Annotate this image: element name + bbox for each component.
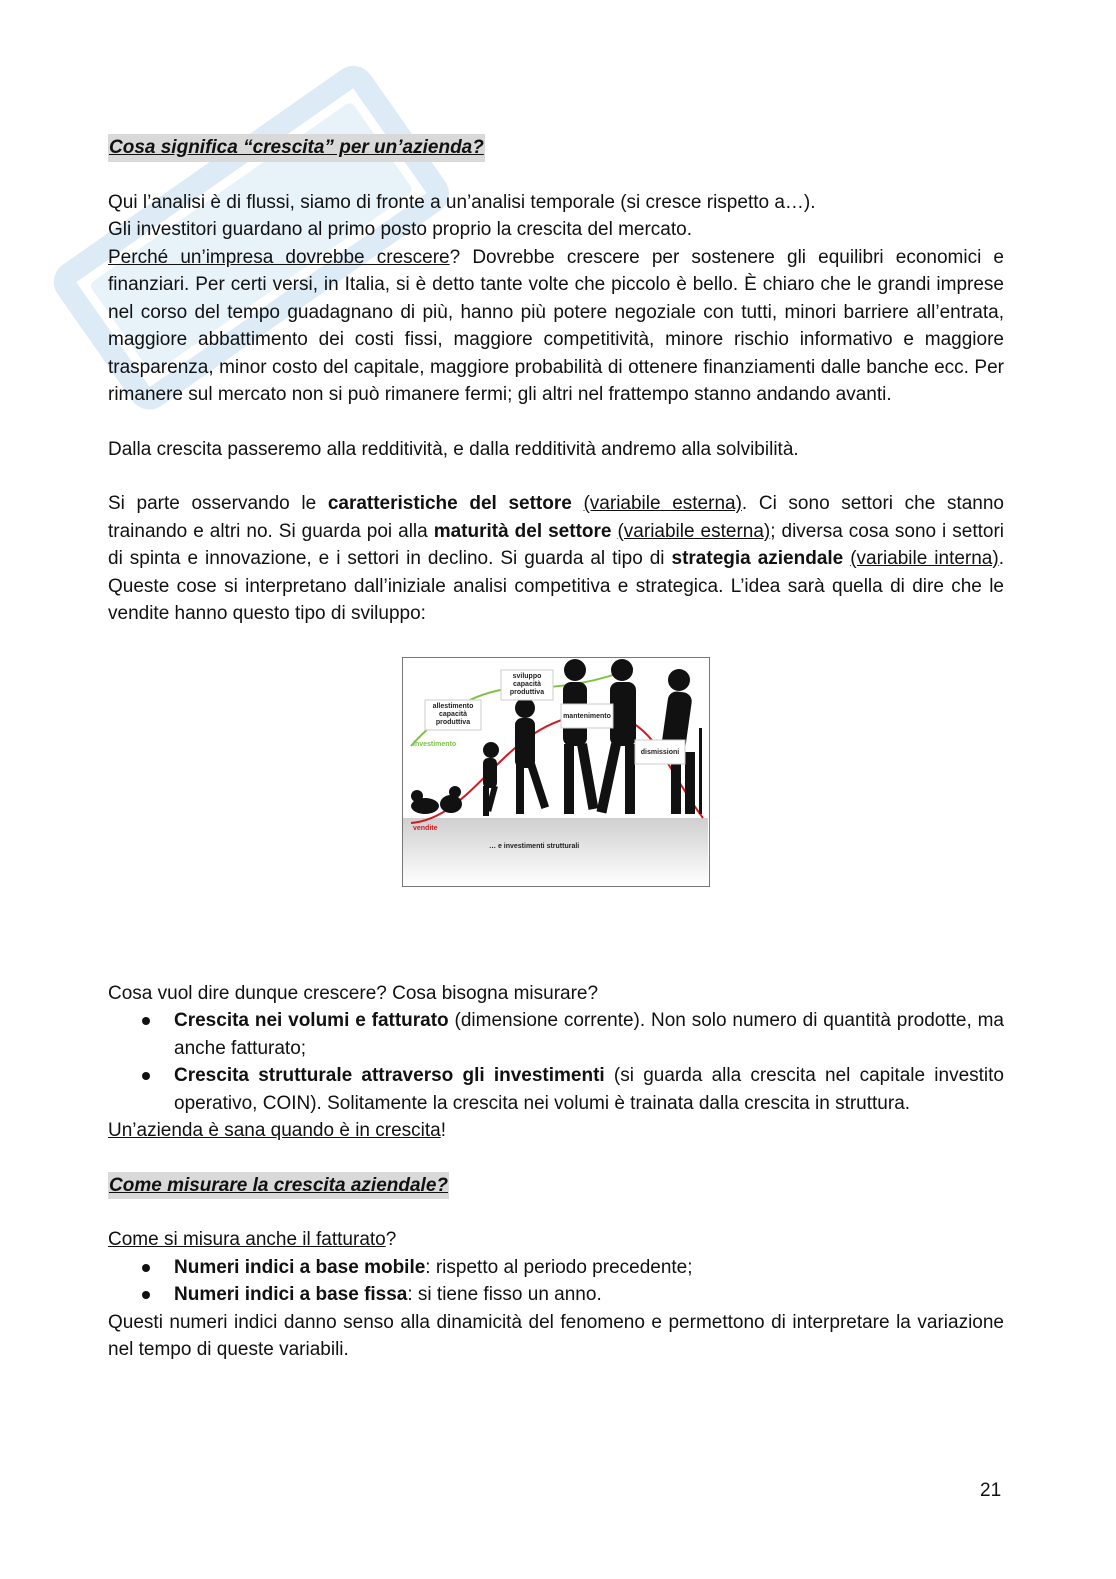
growth-measures-list <box>108 1007 1004 1117</box>
svg-text:capacità: capacità <box>512 680 542 688</box>
floor-reflection <box>403 818 708 885</box>
svg-text:capacità: capacità <box>438 710 468 718</box>
label-investimento: investimento <box>413 740 457 748</box>
svg-text:produttiva: produttiva <box>509 688 545 696</box>
paragraph-cosa-misurare: Cosa vuol dire dunque crescere? Cosa bisogna misurare? <box>108 982 599 1004</box>
paragraph-fatturato-question: Come si misura anche il fatturato? <box>108 1229 397 1250</box>
paragraph-flussi: Qui l’analisi è di flussi, siamo di fronte a un’analisi temporale (si cresce rispetto a…). <box>108 191 816 213</box>
label-investimenti-strutturali: … e investimenti strutturali <box>489 842 580 850</box>
label-sviluppo: sviluppo <box>512 672 542 680</box>
page-number: 21 <box>980 1480 1002 1501</box>
section-heading-misurare: Come misurare la crescita aziendale? <box>108 1172 449 1200</box>
list-item: Numeri indici a base fissa: si tiene fisso un anno. <box>174 1281 1004 1309</box>
label-dismissioni: dismissioni <box>640 748 680 756</box>
page-content <box>108 134 1004 1364</box>
label-mantenimento: mantenimento <box>563 712 611 720</box>
section-heading-crescita: Cosa significa “crescita” per un’azienda? <box>108 134 485 162</box>
paragraph-settore: Si parte osservando le caratteristiche del settore (variabile esterna). Ci sono settori che stanno trainando e altri no. Si guarda poi alla maturità del settore (variabile esterna); diversa cosa sono i settori di spinta e innovazione, e i settori in declino. Si guarda al tipo di strategia aziendale (variabile interna). Queste cose si interpretano dall’iniziale analisi competitiva e strategica. L’idea sarà quella di dire che le vendite hanno questo tipo di sviluppo: <box>108 493 1005 624</box>
paragraph-azienda-sana: Un’azienda è sana quando è in crescita! <box>108 1120 447 1141</box>
svg-text:produttiva: produttiva <box>435 718 471 726</box>
people-silhouettes-icon <box>411 659 702 816</box>
lifecycle-illustration <box>403 658 708 885</box>
label-allestimento: allestimento <box>432 702 474 710</box>
list-item: Numeri indici a base mobile: rispetto al periodo precedente; <box>174 1254 1004 1282</box>
paragraph-redditivita: Dalla crescita passeremo alla redditività, e dalla redditività andremo alla solvibilità. <box>108 438 799 460</box>
label-vendite: vendite <box>413 824 438 832</box>
list-item: Crescita strutturale attraverso gli investimenti (si guarda alla crescita nel capitale investito operativo, COIN). Solitamente la crescita nei volumi è trainata dalla crescita in struttura. <box>174 1062 1004 1117</box>
paragraph-perche-crescere: Perché un’impresa dovrebbe crescere? Dovrebbe crescere per sostenere gli equilibri economici e finanziari. Per certi versi, in Italia, si è detto tante volte che piccolo è bello. È chiaro che le grandi imprese nel corso del tempo guadagnano di più, hanno più potere negoziale con tutti, minori barriere all’entrata, maggiore abbattimento dei costi fissi, maggiore competitività, minore rischio informativo e maggiore trasparenza, minor costo del capitale, maggiore probabilità di ottenere finanziamenti dalle banche ecc. Per rimanere sul mercato non si può rimanere fermi; gli altri nel frattempo stanno andando avanti. <box>108 246 1004 405</box>
list-item: Crescita nei volumi e fatturato (dimensione corrente). Non solo numero di quantità prodotte, ma anche fatturato; <box>174 1007 1004 1062</box>
underlined-phrase: Perché un’impresa dovrebbe crescere <box>108 246 450 268</box>
index-numbers-list <box>108 1254 1004 1309</box>
growth-lifecycle-figure <box>402 657 710 887</box>
paragraph-investitori: Gli investitori guardano al primo posto proprio la crescita del mercato. <box>108 219 692 240</box>
paragraph-numeri-indici: Questi numeri indici danno senso alla dinamicità del fenomeno e permettono di interpretare la variazione nel tempo di queste variabili. <box>108 1311 1004 1360</box>
